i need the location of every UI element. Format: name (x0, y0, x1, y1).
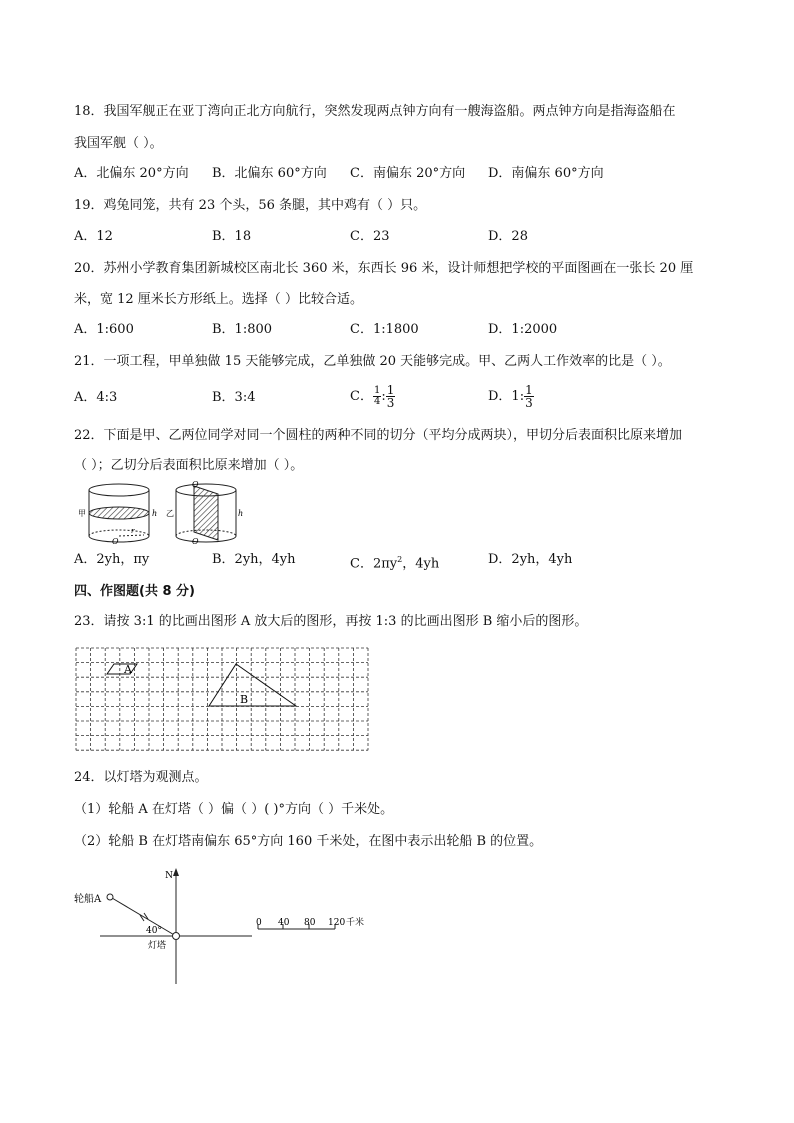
q18-line1: 18．我国军舰正在亚丁湾向正北方向航行，突然发现两点钟方向有一艘海盗船。两点钟方向是指海盗船在 (74, 104, 676, 119)
q18-line2: 我国军舰（ ）。 (74, 136, 163, 151)
q18-option-b[interactable]: B．北偏东 60°方向 (212, 166, 327, 181)
q22-option-b[interactable]: B．2yh，4yh (212, 552, 296, 567)
label-shape-b: B (240, 693, 249, 706)
q19-option-b[interactable]: B．18 (212, 229, 252, 244)
cylinder-cuts-figure (74, 478, 274, 548)
q20-option-d[interactable]: D．1:2000 (488, 322, 558, 337)
q23-line1: 23．请按 3:1 的比画出图形 A 放大后的图形，再按 1:3 的比画出图形 B 缩小后的图形。 (74, 614, 588, 629)
label-o-jia: O (112, 537, 119, 546)
scale-unit: 千米 (346, 918, 365, 928)
cylinder-jia (89, 484, 149, 542)
q24-line3: （2）轮船 B 在灯塔南偏东 65°方向 160 千米处，在图中表示出轮船 B 的位置。 (74, 834, 543, 849)
scale-tick-0: 0 (256, 918, 262, 928)
fraction-one-third: $\frac{1}{3}$ (525, 383, 533, 410)
q19-option-d[interactable]: D．28 (488, 229, 528, 244)
fraction-one-third: $\frac{1}{3}$ (386, 383, 395, 410)
q20-line2: 米，宽 12 厘米长方形纸上。选择（ ）比较合适。 (74, 292, 363, 307)
q19-line1: 19．鸡兔同笼，共有 23 个头，56 条腿，其中鸡有（ ）只。 (74, 198, 427, 213)
section-title: 四、作图题(共 8 分) (74, 584, 195, 599)
q24-line1: 24．以灯塔为观测点。 (74, 770, 208, 785)
fraction-one-quarter: $\frac{1}{4}$ (373, 385, 381, 407)
drawing-grid[interactable] (74, 646, 374, 752)
cylinder-yi (176, 484, 236, 542)
label-h-yi: h (238, 509, 244, 518)
scale-tick-40: 40 (278, 918, 290, 928)
q22-line1: 22．下面是甲、乙两位同学对同一个圆柱的两种不同的切分（平均分成两块），甲切分后表面积比原来增加 (74, 428, 683, 443)
ship-a-bearing-line (112, 898, 176, 936)
label-jia: 甲 (78, 509, 86, 518)
q20-option-b[interactable]: B．1:800 (212, 322, 273, 337)
q24-line2: （1）轮船 A 在灯塔（ ）偏（ ）( )°方向（ ）千米处。 (74, 802, 394, 817)
ship-a-marker (107, 894, 113, 900)
scale-tick-80: 80 (304, 918, 316, 928)
q22-option-c[interactable]: C．$2\pi y^2$，4yh (350, 555, 440, 572)
q21-option-c-prefix: C． (350, 389, 373, 404)
q20-option-a[interactable]: A．1:600 (74, 322, 134, 337)
north-arrow-icon (173, 868, 179, 876)
q21-option-a[interactable]: A．4:3 (74, 390, 118, 405)
q22-option-d[interactable]: D．2yh，4yh (488, 552, 573, 567)
q21-option-d[interactable] (488, 384, 534, 409)
lighthouse-marker (173, 933, 180, 940)
q18-option-c[interactable]: C．南偏东 20°方向 (350, 166, 466, 181)
scale-tick-120: 120 (328, 918, 346, 928)
label-yi: 乙 (166, 509, 174, 518)
q22-line2: （ ）；乙切分后表面积比原来增加（ ）。 (74, 458, 304, 473)
q20-line1: 20．苏州小学教育集团新城校区南北长 360 米，东西长 96 米，设计师想把学校的平面图画在一张长 20 厘 (74, 261, 694, 276)
q21-option-c[interactable]: C． $\frac{1}{4}$ : $\frac{1}{3}$ (350, 383, 395, 410)
q20-option-c[interactable]: C．1:1800 (350, 322, 419, 337)
lighthouse-figure[interactable] (70, 864, 370, 990)
q19-option-a[interactable]: A．12 (74, 229, 113, 244)
q18-option-d[interactable]: D．南偏东 60°方向 (488, 166, 604, 181)
north-label: N (165, 871, 173, 881)
label-h-jia: h (152, 509, 158, 518)
q18-option-a[interactable]: A．北偏东 20°方向 (74, 166, 189, 181)
q21-option-b[interactable]: B．3:4 (212, 390, 256, 405)
q19-option-c[interactable]: C．23 (350, 229, 390, 244)
label-o-yi-top: O (192, 480, 199, 489)
q21-option-d-prefix: D．1: (488, 389, 525, 404)
lighthouse-label: 灯塔 (148, 941, 167, 951)
q22-option-a[interactable]: A．2yh，πy (74, 552, 150, 567)
label-r-jia: r (131, 527, 135, 535)
label-o-yi-bottom: O (192, 537, 199, 546)
ship-a-label: 轮船A (74, 894, 102, 905)
angle-label: 40° (146, 926, 162, 936)
shape-a (107, 664, 137, 674)
label-shape-a: A (124, 663, 132, 676)
q21-line1: 21．一项工程，甲单独做 15 天能够完成，乙单独做 20 天能够完成。甲、乙两人工作效率的比是（ ）。 (74, 354, 671, 369)
